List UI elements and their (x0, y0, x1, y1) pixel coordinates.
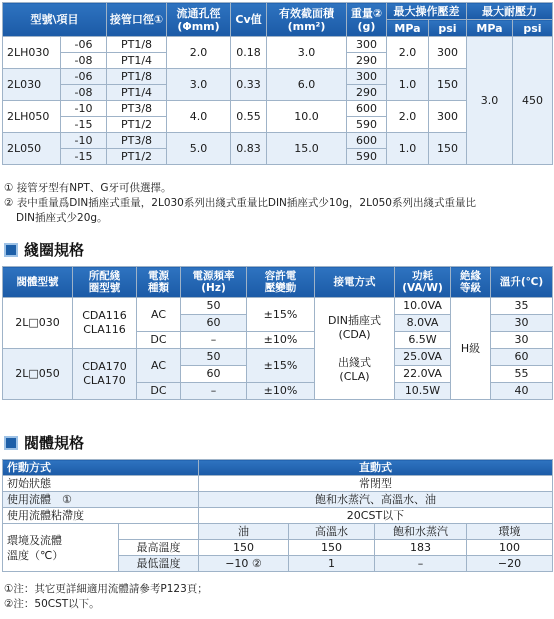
header-volt: 容許電 壓變動 (247, 267, 315, 298)
header-right: 直動式 (199, 460, 553, 476)
model-cell: 2L□050 (3, 349, 73, 400)
temp-col-ambient: 環境 (467, 524, 553, 540)
temp-cell: 60 (491, 349, 553, 366)
volt-cell: ±15% (247, 349, 315, 383)
header-ins: 絶緣 等級 (451, 267, 491, 298)
header-model: 閥體型號 (3, 267, 73, 298)
orifice-cell: 4.0 (167, 101, 231, 133)
temp-cell: 1 (289, 556, 375, 572)
temp-cell: 183 (375, 540, 467, 556)
temp-cell: – (375, 556, 467, 572)
note-line: ② 表中重量爲DIN插座式重量，2L030系列出綫式重量比DIN插座式少10g，2L050系列出綫式重量比 (4, 197, 476, 209)
dc-cell: DC (137, 332, 181, 349)
area-cell: 15.0 (267, 133, 347, 165)
temp-cell: −10 ② (199, 556, 289, 572)
row-label: 使用流體 ① (3, 492, 199, 508)
temp-label-cell: 環境及流體 溫度（℃） (3, 524, 119, 572)
header-max-pr: 最大耐壓力 (467, 3, 553, 20)
area-cell: 6.0 (267, 69, 347, 101)
watt-cell: 25.0VA (395, 349, 451, 366)
note-line: ①注：其它更詳細適用流體請參考P123頁； (4, 583, 208, 595)
freq-cell: – (181, 383, 247, 400)
connection-cell: DIN插座式 (CDA) 出綫式 (CLA) (315, 298, 395, 400)
code-cell: -06 (61, 69, 107, 85)
model-cell: 2L030 (3, 69, 61, 101)
port-cell: PT1/4 (107, 85, 167, 101)
code-cell: -15 (61, 149, 107, 165)
table-row (3, 508, 553, 524)
weight-cell: 300 (347, 69, 387, 85)
temp-cell: 30 (491, 332, 553, 349)
psi-cell: 150 (429, 133, 467, 165)
header-power: 電源 種類 (137, 267, 181, 298)
row-value: 飽和水蒸汽、高溫水、油 (199, 492, 553, 508)
table3-notes (4, 582, 208, 612)
header-orifice: 流通孔徑 (Φmm) (167, 3, 231, 37)
orifice-cell: 5.0 (167, 133, 231, 165)
insulation-cell: H級 (451, 298, 491, 400)
header-max-pr-mpa: MPa (467, 20, 513, 37)
row-label: 初始狀態 (3, 476, 199, 492)
valve-section-title: 閥體規格 (4, 432, 84, 453)
table-row (3, 37, 553, 53)
code-cell: -15 (61, 117, 107, 133)
port-cell: PT3/8 (107, 133, 167, 149)
code-cell: -08 (61, 53, 107, 69)
port-cell: PT1/2 (107, 149, 167, 165)
weight-cell: 290 (347, 53, 387, 69)
row-label: 最高溫度 (119, 540, 199, 556)
weight-cell: 300 (347, 37, 387, 53)
watt-cell: 6.5W (395, 332, 451, 349)
coil-cell: CDA116 CLA116 (73, 298, 137, 349)
orifice-cell: 2.0 (167, 37, 231, 69)
coil-section-title: 綫圈規格 (4, 239, 84, 260)
coil-spec-table (2, 266, 553, 400)
volt-cell: ±10% (247, 383, 315, 400)
volt-cell: ±10% (247, 332, 315, 349)
note-line: DIN插座式少20g。 (16, 212, 108, 224)
area-cell: 3.0 (267, 37, 347, 69)
psi-cell: 150 (429, 69, 467, 101)
temp-cell: 55 (491, 366, 553, 383)
temp-cell: 40 (491, 383, 553, 400)
header-conn: 接電方式 (315, 267, 395, 298)
port-cell: PT1/2 (107, 117, 167, 133)
weight-cell: 590 (347, 149, 387, 165)
port-cell: PT1/8 (107, 37, 167, 53)
freq-cell: – (181, 332, 247, 349)
weight-cell: 600 (347, 101, 387, 117)
header-port: 接管口徑① (107, 3, 167, 37)
mpa-cell: 2.0 (387, 37, 429, 69)
temp-cell: 150 (199, 540, 289, 556)
note-line: ②注：50CST以下。 (4, 598, 100, 610)
weight-cell: 290 (347, 85, 387, 101)
freq-cell: 50 (181, 298, 247, 315)
weight-cell: 600 (347, 133, 387, 149)
cv-cell: 0.33 (231, 69, 267, 101)
model-cell: 2LH030 (3, 37, 61, 69)
header-max-op: 最大操作壓差 (387, 3, 467, 20)
watt-cell: 8.0VA (395, 315, 451, 332)
table-row (3, 476, 553, 492)
code-cell: -10 (61, 133, 107, 149)
freq-cell: 60 (181, 366, 247, 383)
row-label: 使用流體粘滯度 (3, 508, 199, 524)
table1-notes (4, 181, 476, 226)
mpa-cell: 2.0 (387, 101, 429, 133)
header-max-pr-psi: psi (513, 20, 553, 37)
header-temp: 溫升(℃) (491, 267, 553, 298)
psi-cell: 300 (429, 37, 467, 69)
ac-cell: AC (137, 349, 181, 383)
dc-cell: DC (137, 383, 181, 400)
header-area: 有效截面積 (mm²) (267, 3, 347, 37)
table-row (3, 298, 553, 315)
code-cell: -06 (61, 37, 107, 53)
max-pressure-mpa: 3.0 (467, 37, 513, 165)
header-watt: 功耗 (VA/W) (395, 267, 451, 298)
weight-cell: 590 (347, 117, 387, 133)
header-max-op-mpa: MPa (387, 20, 429, 37)
table-row (3, 492, 553, 508)
port-cell: PT1/4 (107, 53, 167, 69)
max-pressure-psi: 450 (513, 37, 553, 165)
header-cv: Cv值 (231, 3, 267, 37)
watt-cell: 10.0VA (395, 298, 451, 315)
cv-cell: 0.55 (231, 101, 267, 133)
temp-col-hot-water: 高溫水 (289, 524, 375, 540)
header-model: 型號\項目 (3, 3, 107, 37)
valve-model-table (2, 2, 553, 165)
row-label: 最低溫度 (119, 556, 199, 572)
table-row (3, 524, 553, 540)
temp-col-oil: 油 (199, 524, 289, 540)
model-cell: 2L□030 (3, 298, 73, 349)
volt-cell: ±15% (247, 298, 315, 332)
square-bullet-icon (4, 436, 18, 450)
row-value: 20CST以下 (199, 508, 553, 524)
model-cell: 2LH050 (3, 101, 61, 133)
freq-cell: 60 (181, 315, 247, 332)
row-value: 常閉型 (199, 476, 553, 492)
model-cell: 2L050 (3, 133, 61, 165)
port-cell: PT3/8 (107, 101, 167, 117)
temp-cell: 30 (491, 315, 553, 332)
header-freq: 電源頻率 (Hz) (181, 267, 247, 298)
temp-cell: 100 (467, 540, 553, 556)
area-cell: 10.0 (267, 101, 347, 133)
valve-body-spec-table (2, 459, 553, 572)
mpa-cell: 1.0 (387, 133, 429, 165)
temp-cell: 150 (289, 540, 375, 556)
table-header-row (3, 460, 553, 476)
freq-cell: 50 (181, 349, 247, 366)
watt-cell: 10.5W (395, 383, 451, 400)
port-cell: PT1/8 (107, 69, 167, 85)
temp-cell: 35 (491, 298, 553, 315)
ac-cell: AC (137, 298, 181, 332)
psi-cell: 300 (429, 101, 467, 133)
cv-cell: 0.18 (231, 37, 267, 69)
header-left: 作動方式 (3, 460, 199, 476)
mpa-cell: 1.0 (387, 69, 429, 101)
header-coil: 所配綫 圈型號 (73, 267, 137, 298)
code-cell: -08 (61, 85, 107, 101)
temp-cell: −20 (467, 556, 553, 572)
coil-cell: CDA170 CLA170 (73, 349, 137, 400)
header-weight: 重量② (g) (347, 3, 387, 37)
watt-cell: 22.0VA (395, 366, 451, 383)
orifice-cell: 3.0 (167, 69, 231, 101)
temp-col-steam: 飽和水蒸汽 (375, 524, 467, 540)
square-bullet-icon (4, 243, 18, 257)
code-cell: -10 (61, 101, 107, 117)
cv-cell: 0.83 (231, 133, 267, 165)
note-line: ① 接管牙型有NPT、G牙可供選擇。 (4, 182, 172, 194)
header-max-op-psi: psi (429, 20, 467, 37)
